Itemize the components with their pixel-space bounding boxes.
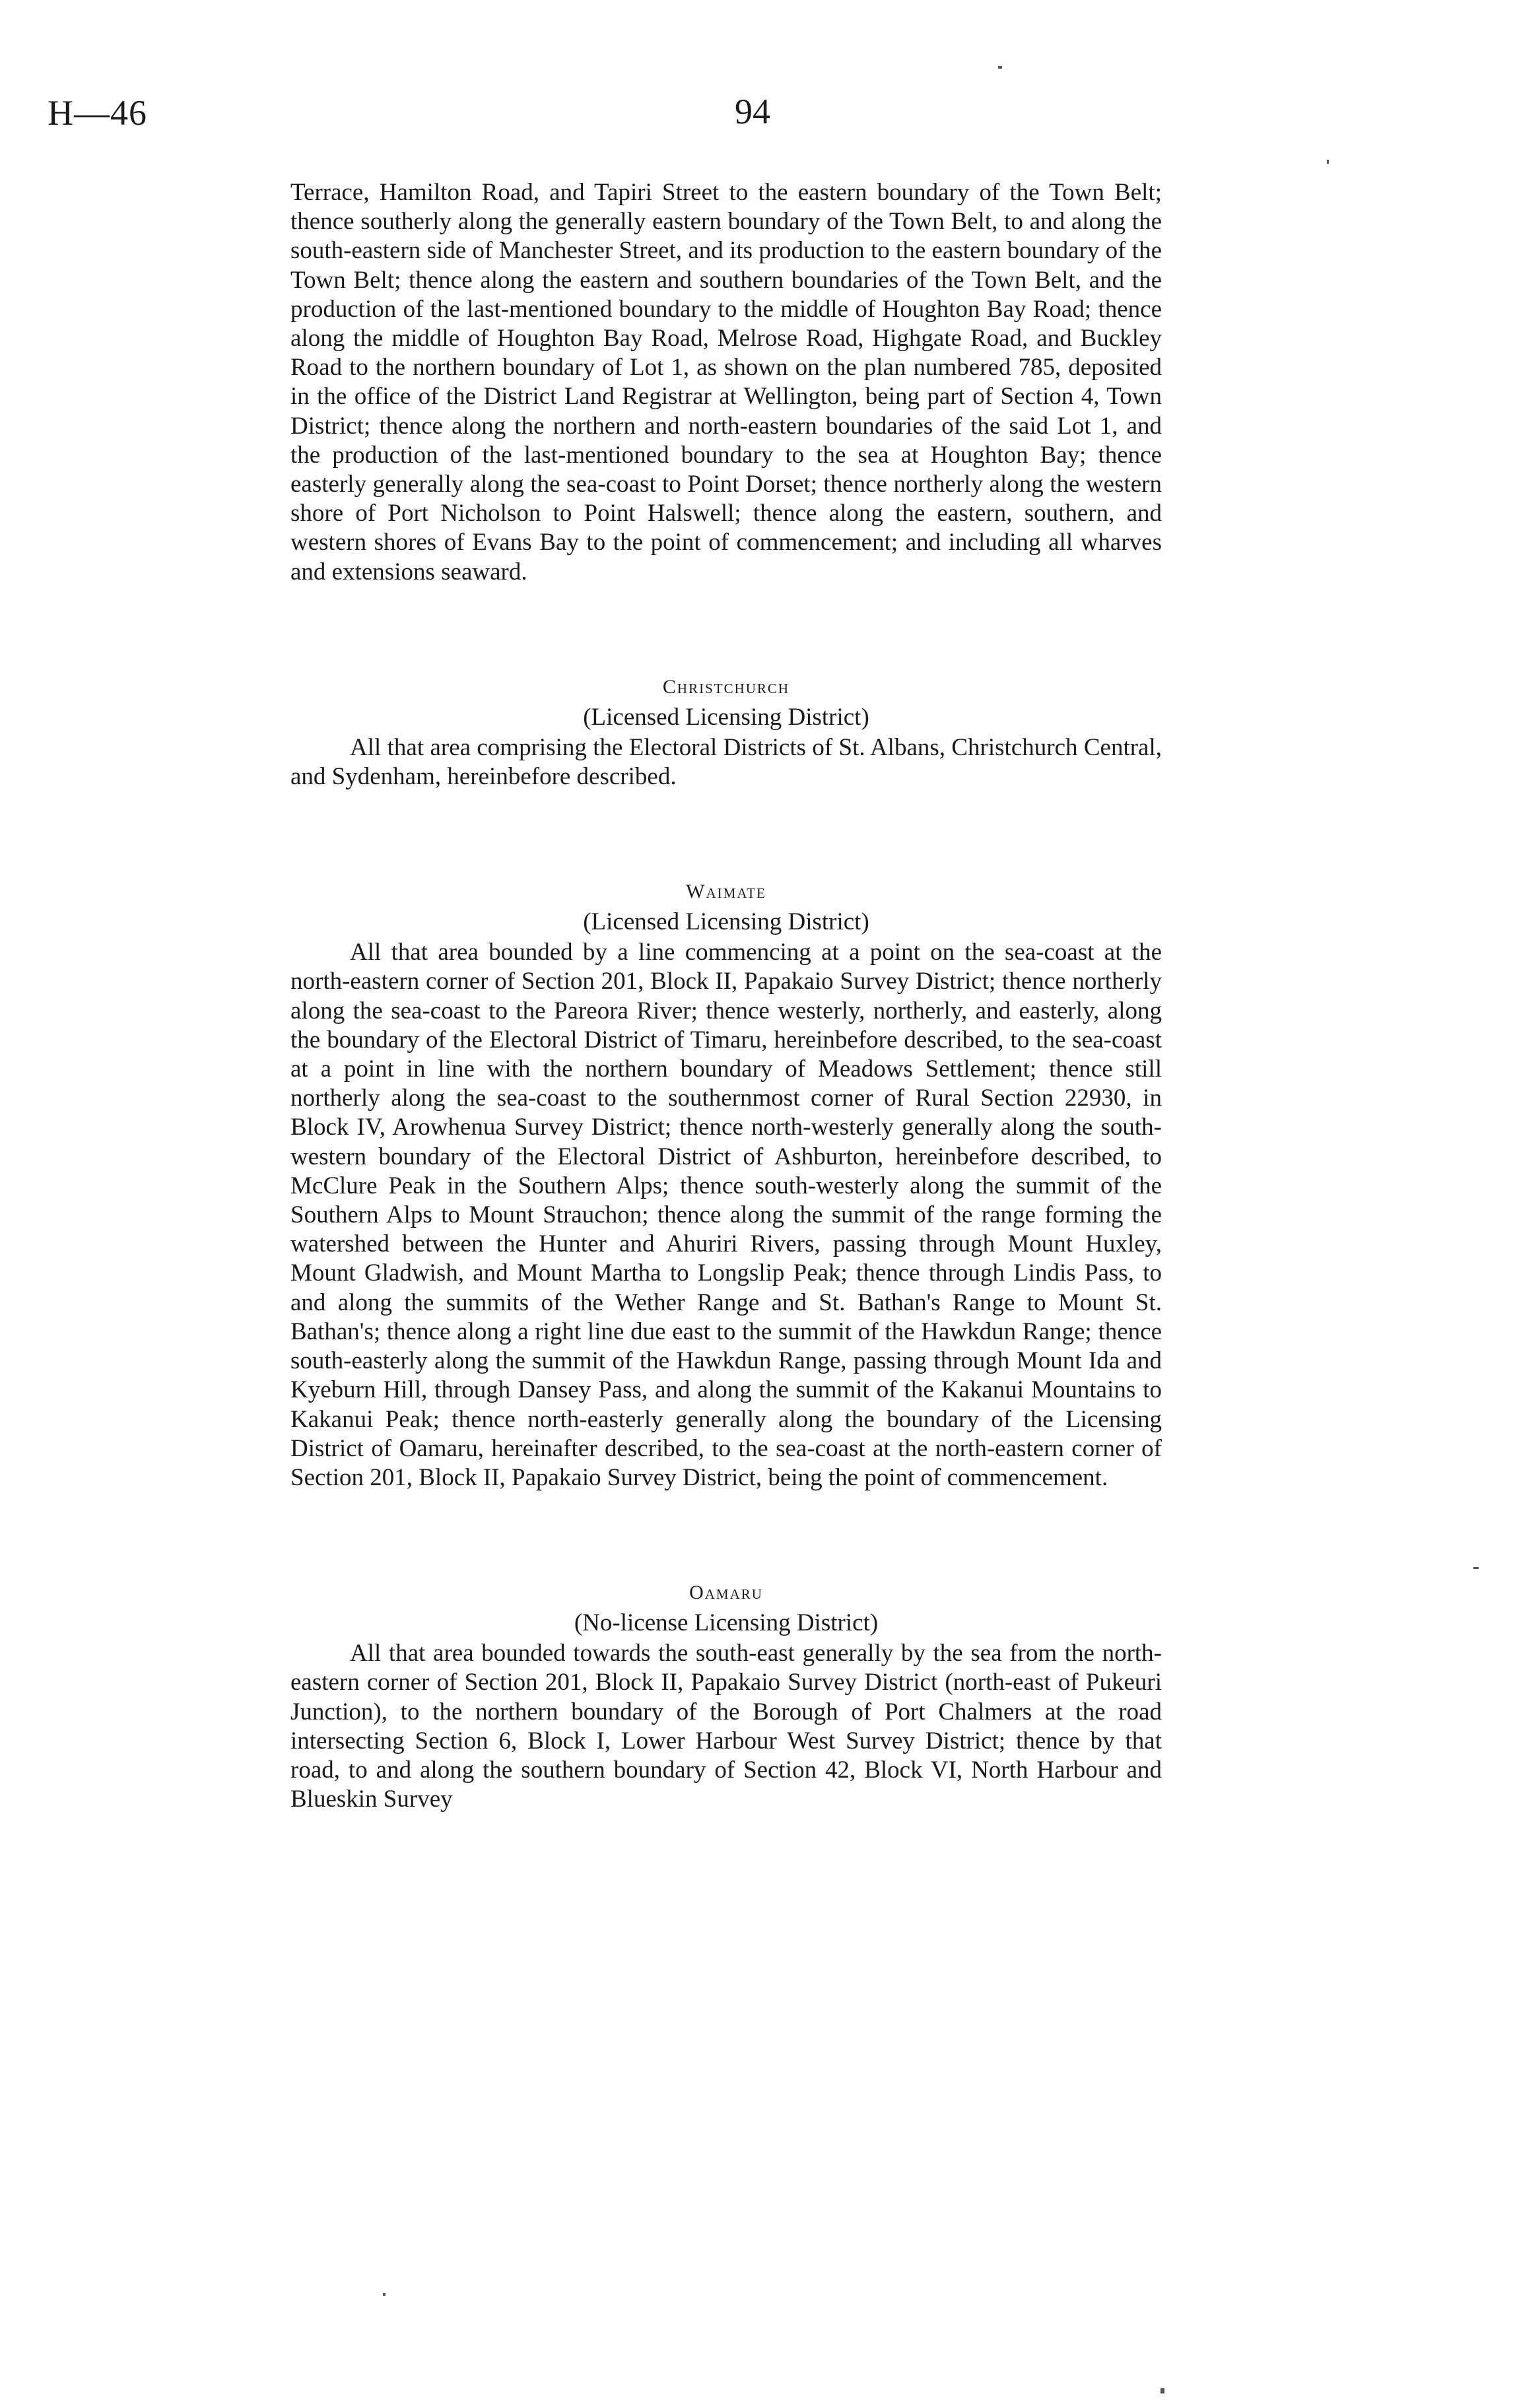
section-subheading-oamaru: (No-license Licensing District) (574, 1609, 879, 1637)
section-body-waimate: All that area bounded by a line commencing at a point on the sea-coast at the north-eastern corner of Section 201, Block II, Papakaio Survey District; thence northerly along the sea-coast to the Pareora River; thence westerly, northerly, and easterly, along the boundary of the Electoral District of Timaru, hereinbefore described, to the sea-coast at a point in line with the northern boundary of Meadows Settlement; thence still northerly along the sea-coast to the southernmost corner of Rural Section 22930, in Block IV, Arowhenua Survey District; thence north-westerly generally along the south-western boundary of the Electoral District of Ashburton, hereinbefore described, to McClure Peak in the Southern Alps; thence south-westerly along the summit of the Southern Alps to Mount Strauchon; thence along the summit of the range forming the watershed between the Hunter and Ahuriri Rivers, passing through Mount Huxley, Mount Gladwish, and Mount Martha to Longslip Peak; thence through Lindis Pass, to and along the summits of the Wether Range and St. Bathan's Range to Mount St. Bathan's; thence along a right line due east to the summit of the Hawkdun Range; thence south-easterly along the summit of the Hawkdun Range, passing through Mount Ida and Kyeburn Hill, through Dansey Pass, and along the summit of the Kakanui Mountains to Kakanui Peak; thence north-easterly generally along the boundary of the Licensing District of Oamaru, hereinafter described, to the sea-coast at the north-eastern corner of Section 201, Block II, Papakaio Survey District, being the point of commencement. (290, 939, 1162, 1491)
scan-speck (1473, 1567, 1479, 1569)
document-body (290, 178, 1162, 1814)
section-subheading-waimate: (Licensed Licensing District) (583, 908, 869, 936)
section-heading-oamaru: Oamaru (689, 1582, 763, 1604)
page-reference: H—46 (48, 93, 147, 133)
section-subheading-christchurch: (Licensed Licensing District) (583, 703, 869, 731)
section-body-oamaru: All that area bounded towards the south-east generally by the sea from the north-eastern corner of Section 201, Block II, Papakaio Survey District (north-east of Pukeuri Junction), to the northern boundary of the Borough of Port Chalmers at the road intersecting Section 6, Block I, Lower Harbour West Survey District; thence by that road, to and along the southern boundary of Section 42, Block VI, North Harbour and Blueskin Survey (290, 1640, 1162, 1813)
section-heading-waimate: Waimate (686, 881, 766, 903)
intro-paragraph: Terrace, Hamilton Road, and Tapiri Street to the eastern boundary of the Town Belt; thence southerly along the generally eastern boundary of the Town Belt, to and along the south-eastern side of Manchester Street, and its production to the eastern boundary of the Town Belt; thence along the eastern and southern boundaries of the Town Belt, and the production of the last-mentioned boundary to the middle of Houghton Bay Road; thence along the middle of Houghton Bay Road, Melrose Road, Highgate Road, and Buckley Road to the northern boundary of Lot 1, as shown on the plan numbered 785, deposited in the office of the District Land Registrar at Wellington, being part of Section 4, Town District; thence along the northern and north-eastern boundaries of the said Lot 1, and the production of the last-mentioned boundary to the sea at Houghton Bay; thence easterly generally along the sea-coast to Point Dorset; thence northerly along the western shore of Port Nicholson to Point Halswell; thence along the eastern, southern, and western shores of Evans Bay to the point of commencement; and including all wharves and extensions seaward. (290, 179, 1162, 585)
scan-speck (1327, 160, 1329, 164)
scan-speck (1160, 2388, 1164, 2393)
section-body-christchurch: All that area comprising the Electoral Districts of St. Albans, Christchurch Central, and Sydenham, hereinbefore described. (290, 733, 1162, 791)
scan-speck (998, 66, 1002, 69)
scan-speck (383, 2293, 386, 2296)
page-number: 94 (735, 92, 770, 131)
section-heading-christchurch: Christchurch (662, 675, 790, 698)
